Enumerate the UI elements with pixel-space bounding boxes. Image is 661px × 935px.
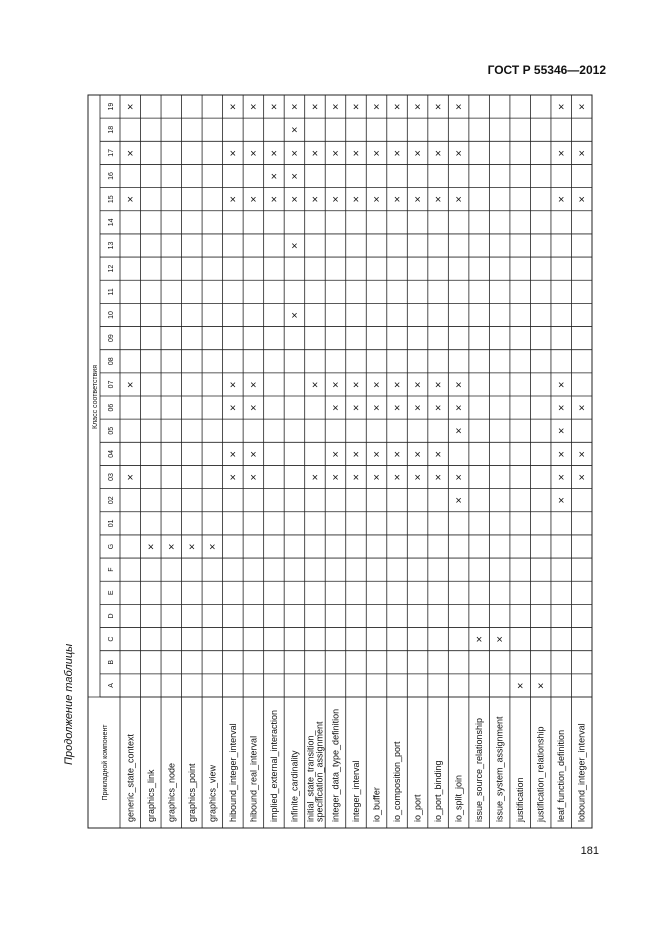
conformance-mark: × <box>250 101 257 114</box>
component-name: issue_source_relationship <box>474 717 485 822</box>
conformance-mark: × <box>373 194 380 207</box>
conformance-mark: × <box>455 379 462 392</box>
conformance-mark: × <box>291 147 298 160</box>
conformance-mark: × <box>393 448 401 461</box>
conformance-mark: × <box>250 402 257 415</box>
conformance-mark: × <box>352 194 360 207</box>
class-column-code: 04 <box>108 449 115 458</box>
conformance-mark: × <box>578 402 585 415</box>
class-column-code: 14 <box>108 218 115 227</box>
conformance-mark: × <box>557 101 565 114</box>
component-name: integer_data_type_definition <box>330 708 341 822</box>
conformance-mark: × <box>455 425 462 438</box>
conformance-mark: × <box>578 101 585 114</box>
page-number: 181 <box>580 845 599 857</box>
conformance-mark: × <box>291 171 298 184</box>
conformance-mark: × <box>434 194 442 207</box>
conformance-mark: × <box>188 541 196 554</box>
class-column-code: A <box>108 683 115 688</box>
component-name: justification_relationship <box>535 726 546 822</box>
class-column-code: 15 <box>108 195 115 204</box>
conformance-mark: × <box>557 402 565 415</box>
class-column-code: D <box>108 613 115 619</box>
component-name: io_buffer <box>371 787 382 822</box>
conformance-mark: × <box>352 402 360 415</box>
conformance-mark: × <box>332 194 339 207</box>
component-name: issue_system_assignment <box>494 716 505 822</box>
conformance-mark: × <box>127 147 134 160</box>
conformance-mark: × <box>434 448 442 461</box>
conformance-mark: × <box>537 680 544 693</box>
conformance-mark: × <box>455 194 462 207</box>
class-column-code: 08 <box>108 357 115 366</box>
component-name: io_composition_port <box>392 741 403 822</box>
conformance-mark: × <box>229 101 237 114</box>
conformance-mark: × <box>311 101 319 114</box>
component-name: hibound_integer_interval <box>227 723 238 822</box>
conformance-mark: × <box>311 147 319 160</box>
class-column-code: 06 <box>108 403 115 412</box>
conformance-mark: × <box>229 402 237 415</box>
conformance-mark: × <box>557 194 565 207</box>
class-column-code: 09 <box>108 334 115 343</box>
conformance-mark: × <box>311 472 319 485</box>
class-column-code: 10 <box>108 311 115 319</box>
conformance-mark: × <box>311 194 319 207</box>
conformance-mark: × <box>373 448 380 461</box>
conformance-mark: × <box>393 101 401 114</box>
conformance-mark: × <box>373 101 380 114</box>
class-column-code: 03 <box>108 473 115 481</box>
class-column-code: 11 <box>108 288 115 296</box>
conformance-mark: × <box>270 101 278 114</box>
conformance-mark: × <box>229 448 237 461</box>
conformance-mark: × <box>557 448 565 461</box>
class-column-code: 02 <box>108 496 115 505</box>
conformance-mark: × <box>455 147 462 160</box>
conformance-mark: × <box>168 541 175 554</box>
conformance-mark: × <box>414 448 421 461</box>
conformance-mark: × <box>270 147 278 160</box>
conformance-mark: × <box>147 541 155 554</box>
conformance-mark: × <box>352 379 360 392</box>
conformance-mark: × <box>332 147 339 160</box>
conformance-mark: × <box>373 379 380 392</box>
component-name: generic_state_context <box>125 733 136 822</box>
conformance-mark: × <box>496 634 503 647</box>
component-name: io_port_binding <box>433 760 444 822</box>
conformance-mark: × <box>414 101 421 114</box>
conformance-mark: × <box>455 472 462 485</box>
class-column-code: 07 <box>108 380 115 389</box>
class-column-code: G <box>108 543 115 550</box>
conformance-mark: × <box>250 472 257 485</box>
conformance-mark: × <box>291 309 298 322</box>
component-name: graphics_node <box>166 762 177 822</box>
class-column-code: 01 <box>108 519 115 528</box>
conformance-mark: × <box>455 101 462 114</box>
conformance-mark: × <box>373 402 380 415</box>
conformance-mark: × <box>414 402 421 415</box>
conformance-mark: × <box>229 379 237 392</box>
class-header-label: Класс соответствия <box>92 365 99 429</box>
conformance-mark: × <box>332 472 339 485</box>
component-name: justification <box>515 777 526 822</box>
conformance-mark: × <box>455 402 462 415</box>
conformance-mark: × <box>557 472 565 485</box>
conformance-mark: × <box>127 379 134 392</box>
conformance-mark: × <box>578 448 585 461</box>
conformance-mark: × <box>393 147 401 160</box>
conformance-mark: × <box>352 448 360 461</box>
conformance-mark: × <box>291 101 298 114</box>
component-name: graphics_link <box>145 769 156 822</box>
conformance-mark: × <box>270 194 278 207</box>
conformance-mark: × <box>557 425 565 438</box>
conformance-mark: × <box>578 147 585 160</box>
conformance-mark: × <box>127 194 134 207</box>
component-name: leaf_function_definition <box>556 729 567 822</box>
conformance-mark: × <box>332 379 339 392</box>
class-column-code: 17 <box>108 148 115 157</box>
conformance-mark: × <box>332 101 339 114</box>
conformance-mark: × <box>291 124 298 137</box>
class-column-code: 13 <box>108 241 115 250</box>
conformance-mark: × <box>373 147 380 160</box>
conformance-mark: × <box>434 472 442 485</box>
component-header-label: Прикладной компонент <box>102 724 109 801</box>
conformance-mark: × <box>250 379 257 392</box>
class-column-code: F <box>108 567 115 572</box>
component-name: lobound_integer_interval <box>576 723 587 822</box>
class-column-code: 12 <box>108 264 115 273</box>
conformance-mark: × <box>250 448 257 461</box>
conformance-mark: × <box>557 147 565 160</box>
component-name: graphics_point <box>186 763 197 822</box>
component-name: infinite_cardinality <box>289 750 300 822</box>
conformance-mark: × <box>434 147 442 160</box>
conformance-mark: × <box>250 147 257 160</box>
component-name: implied_external_interaction <box>268 709 279 822</box>
conformance-mark: × <box>414 147 421 160</box>
component-name: graphics_view <box>207 764 218 822</box>
table-continuation-caption: Продолжение таблицы <box>63 643 75 765</box>
conformance-mark: × <box>414 379 421 392</box>
conformance-mark: × <box>475 634 483 647</box>
class-column-code: B <box>108 659 115 665</box>
conformance-mark: × <box>229 194 237 207</box>
conformance-mark: × <box>414 472 421 485</box>
conformance-mark: × <box>311 379 319 392</box>
conformance-mark: × <box>434 379 442 392</box>
conformance-mark: × <box>578 472 585 485</box>
conformance-mark: × <box>393 379 401 392</box>
conformance-mark: × <box>557 379 565 392</box>
conformance-mark: × <box>250 194 257 207</box>
class-column-code: E <box>108 590 115 596</box>
component-name: io_port <box>412 794 423 822</box>
conformance-mark: × <box>352 101 360 114</box>
component-name: hibound_real_interval <box>248 735 259 822</box>
component-name: initial_state_transition_ <box>305 730 316 822</box>
conformance-mark: × <box>414 194 421 207</box>
conformance-mark: × <box>229 472 237 485</box>
conformance-mark: × <box>373 472 380 485</box>
conformance-mark: × <box>352 472 360 485</box>
conformance-mark: × <box>557 495 565 508</box>
component-name: integer_interval <box>351 760 361 822</box>
standard-designation: ГОСТ Р 55346—2012 <box>487 63 606 77</box>
conformance-mark: × <box>209 541 216 554</box>
conformance-mark: × <box>332 448 339 461</box>
conformance-mark: × <box>229 147 237 160</box>
class-column-code: 16 <box>108 172 115 180</box>
conformance-mark: × <box>393 194 401 207</box>
conformance-mark: × <box>291 194 298 207</box>
conformance-mark: × <box>270 171 278 184</box>
component-name: specification_assignment <box>314 721 325 822</box>
conformance-mark: × <box>291 240 298 253</box>
conformance-mark: × <box>434 402 442 415</box>
conformance-mark: × <box>393 472 401 485</box>
conformance-mark: × <box>352 147 360 160</box>
class-column-code: C <box>108 636 115 642</box>
component-name: io_split_join <box>453 774 464 822</box>
class-column-code: 19 <box>108 102 115 111</box>
conformance-mark: × <box>332 402 339 415</box>
conformance-mark: × <box>127 101 134 114</box>
conformance-mark: × <box>393 402 401 415</box>
conformance-mark: × <box>434 101 442 114</box>
conformance-mark: × <box>516 680 524 693</box>
conformance-mark: × <box>578 194 585 207</box>
conformance-mark: × <box>127 472 134 485</box>
conformance-mark: × <box>455 495 462 508</box>
class-column-code: 05 <box>108 426 115 435</box>
class-column-code: 18 <box>108 125 115 134</box>
